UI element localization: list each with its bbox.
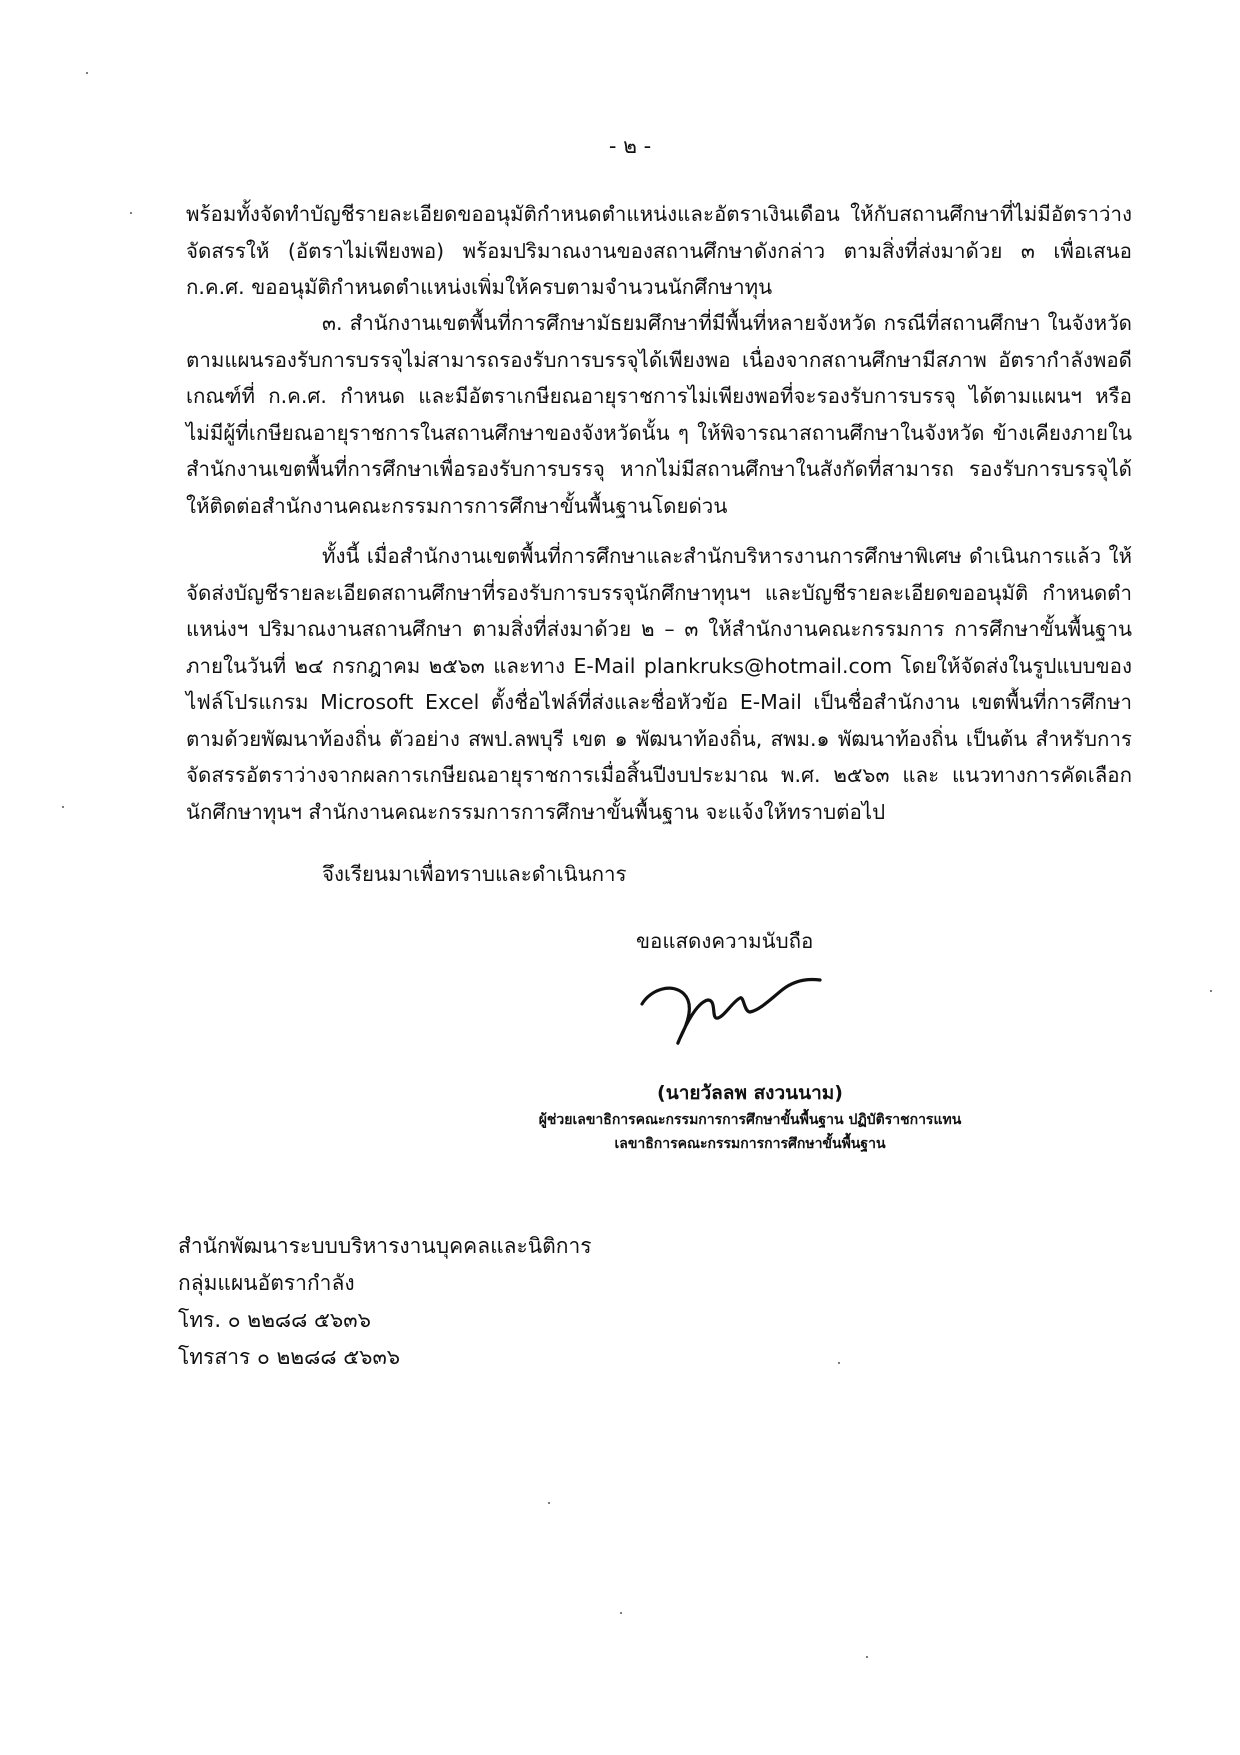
signer-title-line-2: เลขาธิการคณะกรรมการการศึกษาขั้นพื้นฐาน — [614, 1136, 886, 1152]
signer-title-line-1: ผู้ช่วยเลขาธิการคณะกรรมการการศึกษาขั้นพื้นฐาน ปฏิบัติราชการแทน — [538, 1112, 962, 1128]
office-department: สำนักพัฒนาระบบบริหารงานบุคคลและนิติการ — [178, 1234, 592, 1258]
office-contact-block — [178, 1228, 592, 1376]
paragraph-item-3: ๓. สำนักงานเขตพื้นที่การศึกษามัธยมศึกษาที่มีพื้นที่หลายจังหวัด กรณีที่สถานศึกษา ในจังหวัดตามแผนรองรับการบรรจุไม่สามารถรองรับการบรรจุได้เพียงพอ เนื่องจากสถานศึกษามีสภาพ อัตรากำลังพอดีเกณฑ์ที่ ก.ค.ศ. กำหนด และมีอัตราเกษียณอายุราชการไม่เพียงพอที่จะรองรับการบรรจุ ได้ตามแผนฯ หรือไม่มีผู้ที่เกษียณอายุราชการในสถานศึกษาของจังหวัดนั้น ๆ ให้พิจารณาสถานศึกษาในจังหวัด ข้างเคียงภายในสำนักงานเขตพื้นที่การศึกษาเพื่อรองรับการบรรจุ หากไม่มีสถานศึกษาในสังกัดที่สามารถ รองรับการบรรจุได้ ให้ติดต่อสำนักงานคณะกรรมการการศึกษาขั้นพื้นฐานโดยด่วน — [186, 311, 1132, 518]
regards-line: ขอแสดงความนับถือ — [636, 929, 814, 953]
signer-name: (นายวัลลพ สงวนนาม) — [657, 1082, 843, 1104]
office-group: กลุ่มแผนอัตรากำลัง — [178, 1271, 355, 1295]
office-phone: โทร. ๐ ๒๒๘๘ ๕๖๓๖ — [178, 1308, 371, 1332]
signer-block — [520, 1078, 980, 1156]
page-number: - ๒ - — [608, 134, 652, 158]
paragraph-submission: ทั้งนี้ เมื่อสำนักงานเขตพื้นที่การศึกษาและสำนักบริหารงานการศึกษาพิเศษ ดำเนินการแล้ว ให้จัดส่งบัญชีรายละเอียดสถานศึกษาที่รองรับการบรรจุนักศึกษาทุนฯ และบัญชีรายละเอียดขออนุมัติ กำหนดตำแหน่งฯ ปริมาณงานสถานศึกษา ตามสิ่งที่ส่งมาด้วย ๒ – ๓ ให้สำนักงานคณะกรรมการ การศึกษาขั้นพื้นฐาน ภายในวันที่ ๒๔ กรกฎาคม ๒๕๖๓ และทาง E-Mail plankruks@hotmail.com โดยให้จัดส่งในรูปแบบของไฟล์โปรแกรม Microsoft Excel ตั้งชื่อไฟล์ที่ส่งและชื่อหัวข้อ E-Mail เป็นชื่อสำนักงาน เขตพื้นที่การศึกษาตามด้วยพัฒนาท้องถิ่น ตัวอย่าง สพป.ลพบุรี เขต ๑ พัฒนาท้องถิ่น, สพม.๑ พัฒนาท้องถิ่น เป็นต้น สำหรับการจัดสรรอัตราว่างจากผลการเกษียณอายุราชการเมื่อสิ้นปีงบประมาณ พ.ศ. ๒๕๖๓ และ แนวทางการคัดเลือกนักศึกษาทุนฯ สำนักงานคณะกรรมการการศึกษาขั้นพื้นฐาน จะแจ้งให้ทราบต่อไป — [186, 544, 1132, 824]
paragraph-continuation: พร้อมทั้งจัดทำบัญชีรายละเอียดขออนุมัติกำหนดตำแหน่งและอัตราเงินเดือน ให้กับสถานศึกษาที่ไม่มีอัตราว่าง จัดสรรให้ (อัตราไม่เพียงพอ) พร้อมปริมาณงานของสถานศึกษาดังกล่าว ตามสิ่งที่ส่งมาด้วย ๓ เพื่อเสนอ ก.ค.ศ. ขออนุมัติกำหนดตำแหน่งเพิ่มให้ครบตามจำนวนนักศึกษาทุน — [186, 202, 1132, 299]
scan-speck — [866, 1656, 868, 1658]
scan-speck — [838, 1362, 840, 1364]
scan-speck — [130, 212, 132, 214]
scan-speck — [620, 1612, 622, 1614]
scan-speck — [86, 72, 88, 74]
scan-speck — [548, 1502, 550, 1504]
closing-line: จึงเรียนมาเพื่อทราบและดำเนินการ — [322, 862, 627, 886]
scan-speck — [62, 806, 64, 808]
office-fax: โทรสาร ๐ ๒๒๘๘ ๕๖๓๖ — [178, 1345, 401, 1369]
handwritten-signature — [636, 972, 836, 1052]
scan-speck — [1210, 990, 1212, 992]
